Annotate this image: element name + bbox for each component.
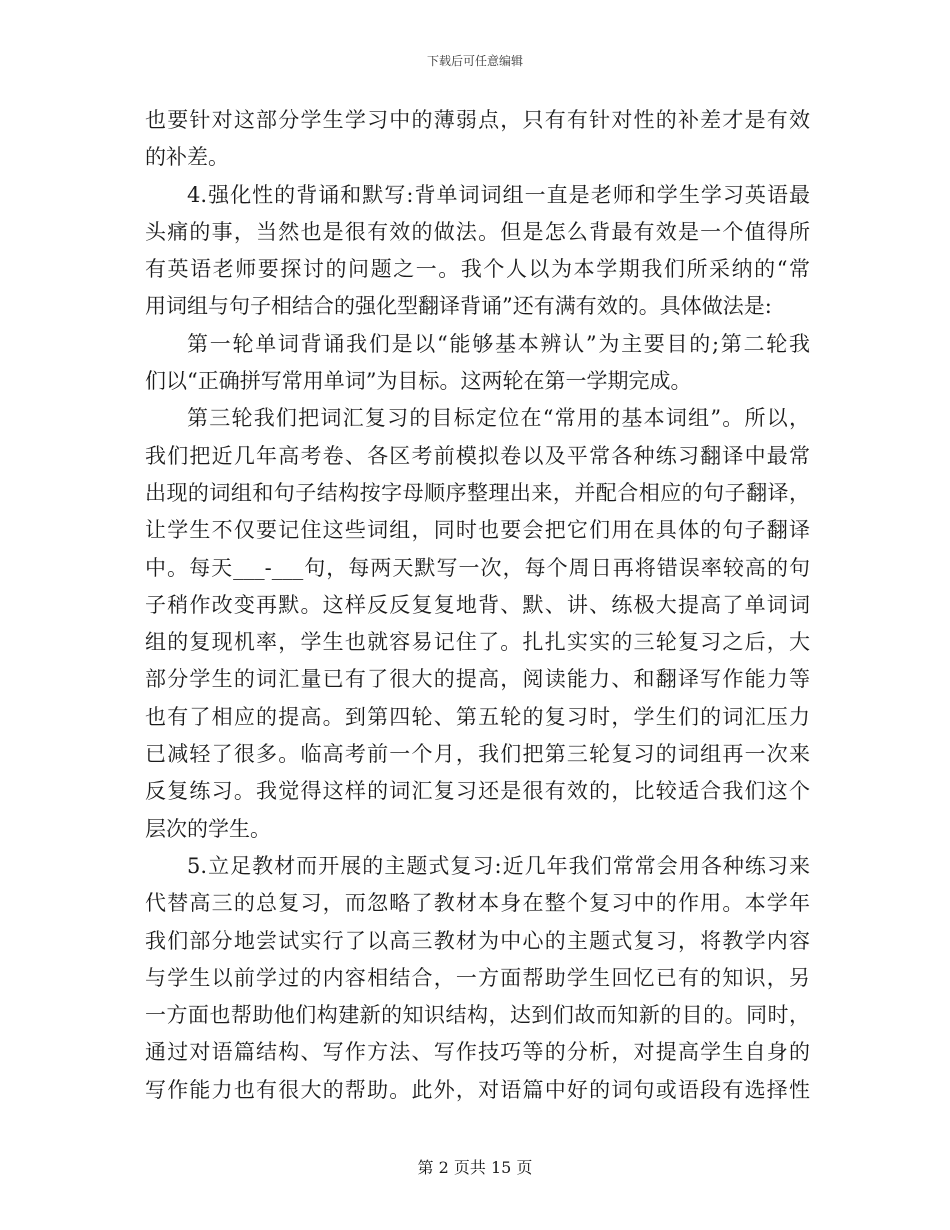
text-line: 第一轮单词背诵我们是以“能够基本辨认”为主要目的;第二轮我 [187, 331, 810, 356]
text-line: 部分学生的词汇量已有了很大的提高，阅读能力、和翻译写作能力等 [145, 667, 810, 692]
text-line: 我们把近几年高考卷、各区考前模拟卷以及平常各种练习翻译中最常 [145, 443, 810, 468]
text-line: 子稍作改变再默。这样反反复复地背、默、讲、练极大提高了单词词 [145, 592, 810, 617]
text-line: 通过对语篇结构、写作方法、写作技巧等的分析，对提高学生自身的 [145, 1040, 810, 1065]
text-line: 有英语老师要探讨的问题之一。我个人以为本学期我们所采纳的“常 [145, 257, 810, 282]
page-header-note: 下载后可任意编辑 [426, 54, 523, 68]
text-line: 5.立足教材而开展的主题式复习:近几年我们常常会用各种练习来 [187, 853, 810, 878]
text-line: 已减轻了很多。临高考前一个月，我们把第三轮复习的词组再一次来 [145, 742, 810, 767]
text-line: 反复练习。我觉得这样的词汇复习还是很有效的，比较适合我们这个 [145, 779, 810, 804]
text-line: 头痛的事，当然也是很有效的做法。但是怎么背最有效是一个值得所 [145, 219, 810, 244]
text-line: 层次的学生。 [145, 816, 271, 841]
page-number-footer: 第 2 页共 15 页 [417, 1158, 533, 1177]
text-line: 4.强化性的背诵和默写:背单词词组一直是老师和学生学习英语最 [187, 182, 810, 207]
text-line: 出现的词组和句子结构按字母顺序整理出来，并配合相应的句子翻译， [145, 480, 810, 505]
text-line: 写作能力也有很大的帮助。此外，对语篇中好的词句或语段有选择性 [145, 1077, 810, 1102]
text-line: 一方面也帮助他们构建新的知识结构，达到们故而知新的目的。同时， [145, 1003, 810, 1028]
text-line: 代替高三的总复习，而忽略了教材本身在整个复习中的作用。本学年 [145, 891, 810, 916]
document-body [145, 102, 810, 1109]
text-line: 与学生以前学过的内容相结合，一方面帮助学生回忆已有的知识，另 [145, 965, 810, 990]
text-line: 中。每天___-___句，每两天默写一次，每个周日再将错误率较高的句 [145, 555, 810, 580]
text-line: 让学生不仅要记住这些词组，同时也要会把它们用在具体的句子翻译 [145, 518, 810, 543]
text-line: 我们部分地尝试实行了以高三教材为中心的主题式复习，将教学内容 [145, 928, 810, 953]
text-line: 也有了相应的提高。到第四轮、第五轮的复习时，学生们的词汇压力 [145, 704, 810, 729]
text-line: 组的复现机率，学生也就容易记住了。扎扎实实的三轮复习之后，大 [145, 630, 810, 655]
text-line: 第三轮我们把词汇复习的目标定位在“常用的基本词组”。所以， [187, 406, 810, 431]
text-line: 们以“正确拼写常用单词”为目标。这两轮在第一学期完成。 [145, 369, 692, 394]
text-line: 也要针对这部分学生学习中的薄弱点，只有有针对性的补差才是有效 [145, 108, 810, 132]
text-line: 用词组与句子相结合的强化型翻译背诵”还有满有效的。具体做法是: [145, 294, 772, 319]
text-line: 的补差。 [145, 145, 229, 170]
